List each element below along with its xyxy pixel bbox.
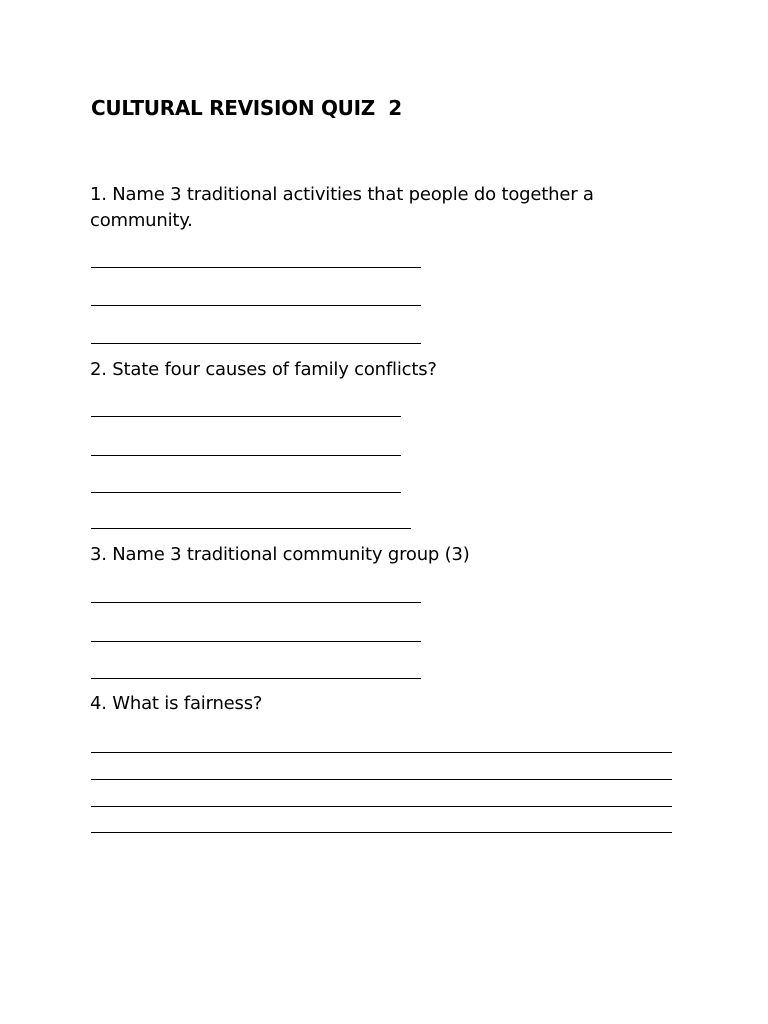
answer-line-2c	[91, 492, 401, 493]
answer-line-1b	[91, 305, 421, 306]
answer-line-3b	[91, 641, 421, 642]
question-3: 3. Name 3 traditional community group (3)	[90, 544, 470, 565]
answer-line-2d	[91, 528, 411, 529]
answer-line-2b	[91, 455, 401, 456]
answer-line-4a	[91, 752, 672, 753]
question-2: 2. State four causes of family conflicts?	[90, 359, 437, 380]
quiz-title: CULTURAL REVISION QUIZ 2	[91, 96, 402, 120]
answer-line-1a	[91, 267, 421, 268]
answer-line-3a	[91, 602, 421, 603]
answer-line-2a	[91, 416, 401, 417]
answer-line-1c	[91, 343, 421, 344]
question-1: 1. Name 3 traditional activities that people do together a community.	[90, 184, 594, 231]
answer-line-4b	[91, 779, 672, 780]
question-4: 4. What is fairness?	[90, 693, 263, 714]
answer-line-4c	[91, 806, 672, 807]
answer-line-3c	[91, 678, 421, 679]
answer-line-4d	[91, 832, 672, 833]
